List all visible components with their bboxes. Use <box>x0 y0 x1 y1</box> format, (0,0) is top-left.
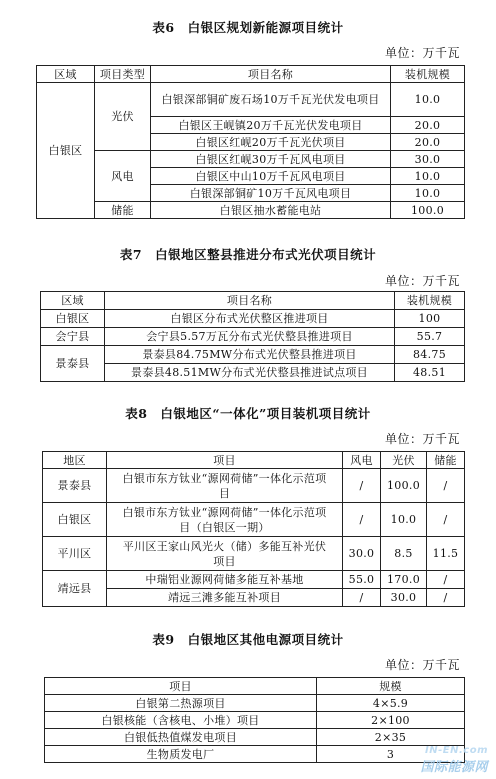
name-cell: 白银区红岘30万千瓦风电项目 <box>151 151 391 168</box>
header-cell: 光伏 <box>381 452 427 469</box>
pv-cell: 170.0 <box>381 571 427 589</box>
name-cell: 景泰县48.51MW分布式光伏整县推进试点项目 <box>105 364 395 382</box>
size-cell: 84.75 <box>395 346 465 364</box>
name-cell: 会宁县5.57万瓦分布式光伏整县推进项目 <box>105 328 395 346</box>
type-cell: 储能 <box>95 202 151 219</box>
table-header-row <box>43 452 465 469</box>
size-cell: 10.0 <box>391 168 465 185</box>
table-row <box>45 695 465 712</box>
storage-cell: / <box>427 469 465 503</box>
region-cell: 平川区 <box>43 537 107 571</box>
region-cell: 会宁县 <box>41 328 105 346</box>
size-cell: 55.7 <box>395 328 465 346</box>
header-cell: 项目名称 <box>105 292 395 310</box>
wind-cell: / <box>343 503 381 537</box>
header-cell: 区域 <box>41 292 105 310</box>
size-cell: 48.51 <box>395 364 465 382</box>
table-row <box>43 571 465 589</box>
table-row <box>43 469 465 503</box>
header-cell: 区域 <box>37 66 95 83</box>
table6 <box>36 65 465 219</box>
table-header-row <box>41 292 465 310</box>
size-cell: 100 <box>395 310 465 328</box>
table-row <box>41 328 465 346</box>
wind-cell: 30.0 <box>343 537 381 571</box>
name-cell: 白银区红岘20万千瓦光伏项目 <box>151 134 391 151</box>
header-cell: 储能 <box>427 452 465 469</box>
watermark-url: IN-EN.com <box>425 745 488 756</box>
size-cell: 100.0 <box>391 202 465 219</box>
table9-caption: 表9 白银地区其他电源项目统计 <box>152 632 344 647</box>
region-cell: 景泰县 <box>43 469 107 503</box>
region-cell: 景泰县 <box>41 346 105 382</box>
pv-cell: 30.0 <box>381 589 427 607</box>
table-row <box>43 503 465 537</box>
name-cell: 白银区分布式光伏整区推进项目 <box>105 310 395 328</box>
table7 <box>40 291 465 382</box>
header-cell: 项目名称 <box>151 66 391 83</box>
table8-unit: 单位：万千瓦 <box>384 432 460 446</box>
size-cell: 10.0 <box>391 185 465 202</box>
header-cell: 规模 <box>317 678 465 695</box>
table8-caption: 表8 白银地区“一体化”项目装机项目统计 <box>125 406 371 421</box>
header-cell: 项目 <box>45 678 317 695</box>
name-cell: 白银深部铜矿废石场10万千瓦光伏发电项目 <box>151 83 391 117</box>
table-row <box>45 746 465 763</box>
size-cell: 30.0 <box>391 151 465 168</box>
table-row <box>45 729 465 746</box>
header-cell: 装机规模 <box>395 292 465 310</box>
name-cell: 平川区王家山风光火（储）多能互补光伏项目 <box>107 537 343 571</box>
table6-caption: 表6 白银区规划新能源项目统计 <box>152 20 344 35</box>
name-cell: 白银核能（含核电、小堆）项目 <box>45 712 317 729</box>
type-cell: 光伏 <box>95 83 151 151</box>
table-header-row <box>45 678 465 695</box>
region-cell: 白银区 <box>37 83 95 219</box>
size-cell: 20.0 <box>391 117 465 134</box>
table9 <box>44 677 465 763</box>
size-cell: 10.0 <box>391 83 465 117</box>
table-header-row <box>37 66 465 83</box>
storage-cell: / <box>427 503 465 537</box>
table-row <box>37 83 465 117</box>
name-cell: 生物质发电厂 <box>45 746 317 763</box>
table-row <box>45 712 465 729</box>
table-row <box>43 537 465 571</box>
table9-unit: 单位：万千瓦 <box>384 658 460 672</box>
region-cell: 白银区 <box>41 310 105 328</box>
table-row <box>41 310 465 328</box>
storage-cell: / <box>427 589 465 607</box>
name-cell: 白银市东方钛业“源网荷储”一体化示范项目 <box>107 469 343 503</box>
header-cell: 项目 <box>107 452 343 469</box>
watermark-brand: 国际能源网 <box>420 760 488 775</box>
pv-cell: 10.0 <box>381 503 427 537</box>
size-cell: 2×100 <box>317 712 465 729</box>
name-cell: 靖远三滩多能互补项目 <box>107 589 343 607</box>
header-cell: 地区 <box>43 452 107 469</box>
region-cell: 靖远县 <box>43 571 107 607</box>
size-cell: 3 <box>317 746 465 763</box>
type-cell: 风电 <box>95 151 151 202</box>
table-row <box>37 151 465 168</box>
table7-caption: 表7 白银地区整县推进分布式光伏项目统计 <box>119 247 377 262</box>
header-cell: 风电 <box>343 452 381 469</box>
table6-unit: 单位：万千瓦 <box>384 46 460 60</box>
name-cell: 白银区抽水蓄能电站 <box>151 202 391 219</box>
size-cell: 20.0 <box>391 134 465 151</box>
wind-cell: / <box>343 589 381 607</box>
header-cell: 装机规模 <box>391 66 465 83</box>
size-cell: 2×35 <box>317 729 465 746</box>
name-cell: 白银市东方钛业“源网荷储”一体化示范项目（白银区一期） <box>107 503 343 537</box>
name-cell: 中瑞铝业源网荷储多能互补基地 <box>107 571 343 589</box>
table-row <box>37 202 465 219</box>
name-cell: 景泰县84.75MW分布式光伏整县推进项目 <box>105 346 395 364</box>
size-cell: 4×5.9 <box>317 695 465 712</box>
table8 <box>42 451 465 607</box>
region-cell: 白银区 <box>43 503 107 537</box>
name-cell: 白银区中山10万千瓦风电项目 <box>151 168 391 185</box>
table-row <box>43 589 465 607</box>
wind-cell: 55.0 <box>343 571 381 589</box>
pv-cell: 100.0 <box>381 469 427 503</box>
watermark-logo <box>420 745 488 775</box>
header-cell: 项目类型 <box>95 66 151 83</box>
table-row <box>41 346 465 364</box>
name-cell: 白银第二热源项目 <box>45 695 317 712</box>
name-cell: 白银低热值煤发电项目 <box>45 729 317 746</box>
name-cell: 白银深部铜矿10万千瓦风电项目 <box>151 185 391 202</box>
pv-cell: 8.5 <box>381 537 427 571</box>
table-row <box>41 364 465 382</box>
storage-cell: / <box>427 571 465 589</box>
wind-cell: / <box>343 469 381 503</box>
name-cell: 白银区王岘镇20万千瓦光伏发电项目 <box>151 117 391 134</box>
table7-unit: 单位：万千瓦 <box>384 274 460 288</box>
storage-cell: 11.5 <box>427 537 465 571</box>
